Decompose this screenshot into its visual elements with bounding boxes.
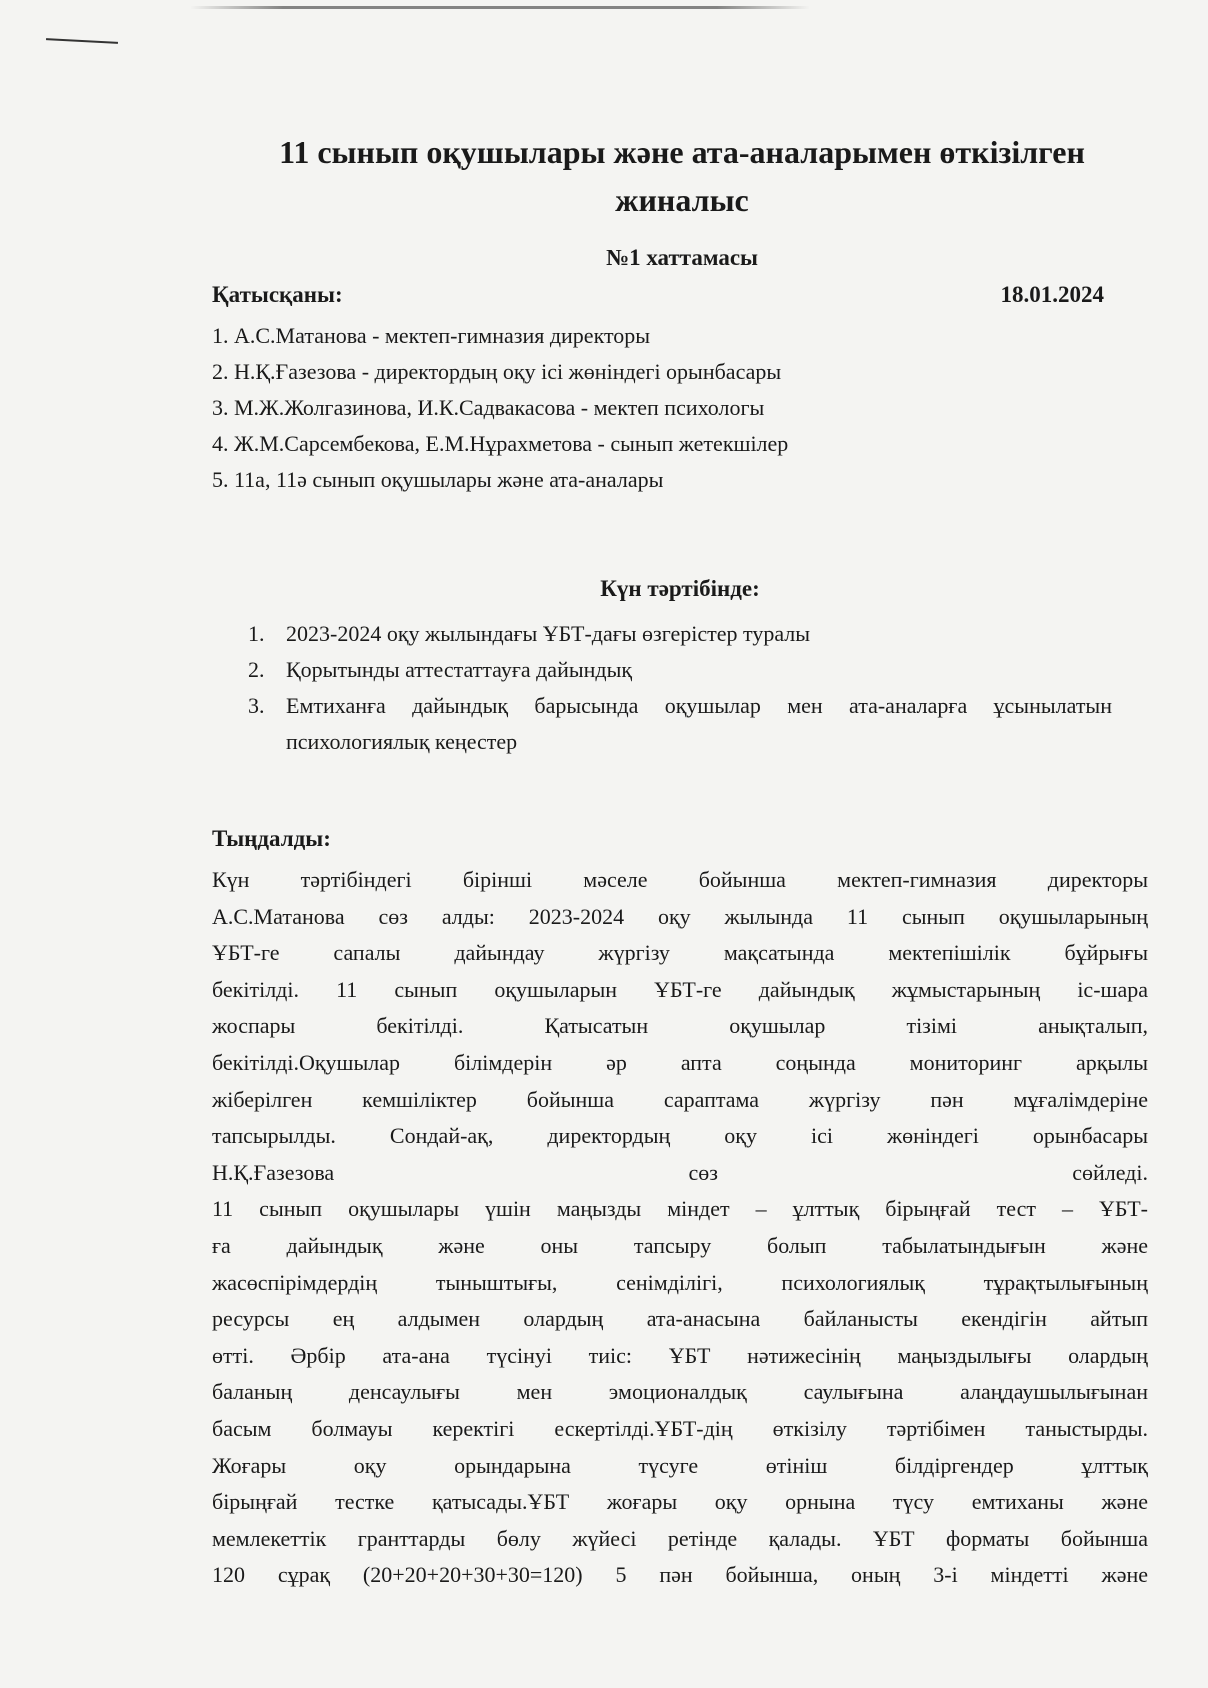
agenda-item-text: 2023-2024 оқу жылындағы ҰБТ-дағы өзгерістер туралы [286, 621, 811, 646]
attendee-item: 2. Н.Қ.Ғазезова - директордың оқу ісі жөніндегі орынбасары [212, 359, 782, 384]
body-line: жасөспірімдердің тыныштығы, сенімділігі, психологиялық тұрақтылығының [212, 1269, 1148, 1295]
protocol-number: №1 хаттамасы [605, 245, 758, 270]
body-line: 120 сұрақ (20+20+20+30+30=120) 5 пән бойынша, оның 3-і міндетті және [212, 1562, 1148, 1588]
document-title: 11 сынып оқушылары және ата-аналарымен өткізілген жиналыс [279, 134, 1085, 218]
agenda-item [248, 616, 1112, 652]
attendees-header [212, 282, 1104, 308]
agenda-item-text: Қорытынды аттестаттауға дайындық [286, 657, 633, 682]
body-line: мемлекеттік гранттарды бөлу жүйесі ретінде қалады. ҰБТ форматы бойынша [212, 1525, 1148, 1551]
minutes-body [212, 862, 1148, 1594]
meeting-date: 18.01.2024 [1000, 282, 1104, 307]
body-line: басым болмауы керектігі ескертілді.ҰБТ-дің өткізілу тәртібімен таныстырды. [212, 1415, 1148, 1441]
agenda-item-number: 1. [248, 621, 265, 646]
attendee-item: 1. А.С.Матанова - мектеп-гимназия директоры [212, 323, 651, 348]
attendee-item: 3. М.Ж.Жолгазинова, И.К.Садвакасова - мектеп психологы [212, 395, 765, 420]
agenda-item-text: Емтиханға дайындық барысында оқушылар мен ата-аналарға ұсынылатын психологиялық кеңестер [286, 693, 1112, 754]
body-line: жіберілген кемшіліктер бойынша сараптама жүргізу пән мұғалімдеріне [212, 1086, 1148, 1112]
agenda-item [248, 652, 1112, 688]
attendees-label: Қатысқаны: [212, 282, 343, 307]
body-line: Н.Қ.Ғазезова сөз сөйледі. [212, 1159, 1148, 1185]
agenda-title: Күн тәртібінде: [600, 576, 760, 601]
body-line: ға дайындық және оны тапсыру болып табылатындығын және [212, 1232, 1148, 1258]
body-line: 11 сынып оқушылары үшін маңызды міндет – ұлттық бірыңғай тест – ҰБТ- [212, 1196, 1148, 1222]
attendee-item: 4. Ж.М.Сарсембекова, Е.М.Нұрахметова - сынып жетекшілер [212, 431, 789, 456]
scan-edge-line [190, 6, 810, 9]
body-line: бекітілді.Оқушылар білімдерін әр апта соңында мониторинг арқылы [212, 1049, 1148, 1075]
attendees-list [212, 318, 788, 498]
body-line: бекітілді. 11 сынып оқушыларын ҰБТ-ге дайындық жұмыстарының іс-шара [212, 976, 1148, 1002]
scan-pen-mark [46, 38, 118, 44]
body-line: Күн тәртібіндегі біріншi мәселе бойынша мектеп-гимназия директоры [212, 867, 1148, 892]
body-line: бірыңғай тестке қатысады.ҰБТ жоғары оқу орнына түсу емтиханы және [212, 1489, 1148, 1515]
body-line: жоспары бекітілді. Қатысатын оқушылар тізімі анықталып, [212, 1013, 1148, 1039]
agenda-item [248, 688, 1112, 760]
body-line: ҰБТ-ге сапалы дайындау жүргізу мақсатында мектепішілік бұйрығы [212, 940, 1148, 966]
heard-label: Тыңдалды: [212, 826, 331, 851]
attendee-item: 5. 11а, 11ә сынып оқушылары және ата-аналары [212, 467, 664, 492]
body-line: А.С.Матанова сөз алды: 2023-2024 оқу жылында 11 сынып оқушыларының [212, 903, 1148, 929]
body-line: ресурсы ең алдымен олардың ата-анасына байланысты екендігін айтып [212, 1306, 1148, 1332]
body-line: өтті. Әрбір ата-ана түсінуі тиіс: ҰБТ нәтижесінің маңыздылығы олардың [212, 1342, 1148, 1368]
body-line: баланың денсаулығы мен эмоционалдық саулығына алаңдаушылығынан [212, 1379, 1148, 1405]
body-line: тапсырылды. Сондай-ақ, директордың оқу ісі жөніндегі орынбасары [212, 1123, 1148, 1149]
agenda-item-number: 3. [248, 693, 265, 718]
agenda-item-number: 2. [248, 657, 265, 682]
agenda-list [248, 616, 1112, 760]
body-line: Жоғары оқу орындарына түсуге өтініш білдіргендер ұлттық [212, 1452, 1148, 1478]
